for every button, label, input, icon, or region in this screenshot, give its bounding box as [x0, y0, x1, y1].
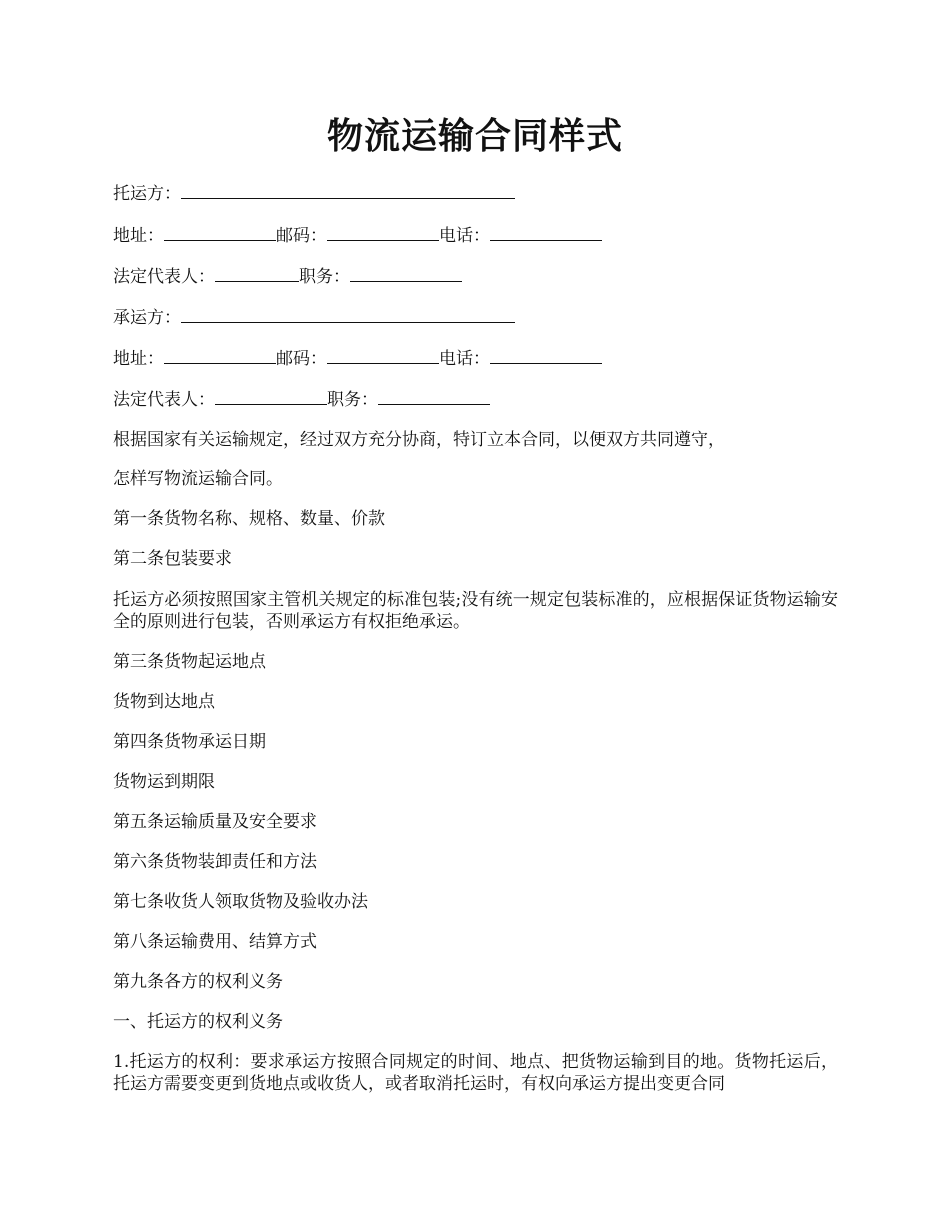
carrier-postcode-blank — [327, 346, 439, 364]
article-2: 第二条包装要求 — [113, 549, 232, 569]
article-6: 第六条货物装卸责任和方法 — [113, 852, 317, 872]
section-1-item-1: 1.托运方的权利：要求承运方按照合同规定的时间、地点、把货物运输到目的地。货物托运后，托运方需要变更到货地点或收货人，或者取消托运时，有权向承运方提出变更合同 — [113, 1052, 838, 1094]
article-5: 第五条运输质量及安全要求 — [113, 812, 317, 832]
carrier-blank — [181, 305, 515, 323]
carrier-address-blank — [164, 346, 276, 364]
shipper-position-label: 职务： — [299, 267, 350, 287]
carrier-postcode-label: 邮码： — [276, 349, 327, 369]
carrier-label: 承运方： — [113, 308, 181, 328]
article-8: 第八条运输费用、结算方式 — [113, 932, 317, 952]
shipper-phone-blank — [490, 223, 602, 241]
carrier-rep-line — [113, 387, 838, 411]
article-4-deadline: 货物运到期限 — [113, 772, 215, 792]
article-3-destination: 货物到达地点 — [113, 692, 215, 712]
shipper-position-blank — [350, 264, 462, 282]
shipper-phone-label: 电话： — [439, 226, 490, 246]
shipper-contact-line — [113, 223, 838, 247]
shipper-legal-rep-blank — [215, 264, 299, 282]
section-1-heading: 一、托运方的权利义务 — [113, 1012, 283, 1032]
shipper-address-label: 地址： — [113, 226, 164, 246]
article-3: 第三条货物起运地点 — [113, 652, 266, 672]
article-7: 第七条收货人领取货物及验收办法 — [113, 892, 368, 912]
shipper-blank — [181, 181, 515, 199]
carrier-legal-rep-blank — [215, 387, 327, 405]
shipper-legal-rep-label: 法定代表人： — [113, 267, 215, 287]
carrier-legal-rep-label: 法定代表人： — [113, 390, 215, 410]
carrier-phone-blank — [490, 346, 602, 364]
article-2-text: 托运方必须按照国家主管机关规定的标准包装;没有统一规定包装标准的，应根据保证货物运输安全的原则进行包装，否则承运方有权拒绝承运。 — [113, 590, 838, 632]
intro-line-2: 怎样写物流运输合同。 — [113, 469, 283, 489]
shipper-rep-line — [113, 264, 838, 288]
carrier-line — [113, 305, 838, 329]
carrier-contact-line — [113, 346, 838, 370]
shipper-label: 托运方： — [113, 184, 181, 204]
shipper-line — [113, 181, 838, 205]
article-4: 第四条货物承运日期 — [113, 732, 266, 752]
article-1: 第一条货物名称、规格、数量、价款 — [113, 509, 385, 529]
carrier-position-blank — [378, 387, 490, 405]
document-title: 物流运输合同样式 — [326, 115, 623, 157]
shipper-postcode-blank — [327, 223, 439, 241]
intro-line-1: 根据国家有关运输规定，经过双方充分协商，特订立本合同，以便双方共同遵守， — [113, 430, 725, 450]
article-9: 第九条各方的权利义务 — [113, 972, 283, 992]
carrier-position-label: 职务： — [327, 390, 378, 410]
carrier-phone-label: 电话： — [439, 349, 490, 369]
shipper-postcode-label: 邮码： — [276, 226, 327, 246]
shipper-address-blank — [164, 223, 276, 241]
carrier-address-label: 地址： — [113, 349, 164, 369]
